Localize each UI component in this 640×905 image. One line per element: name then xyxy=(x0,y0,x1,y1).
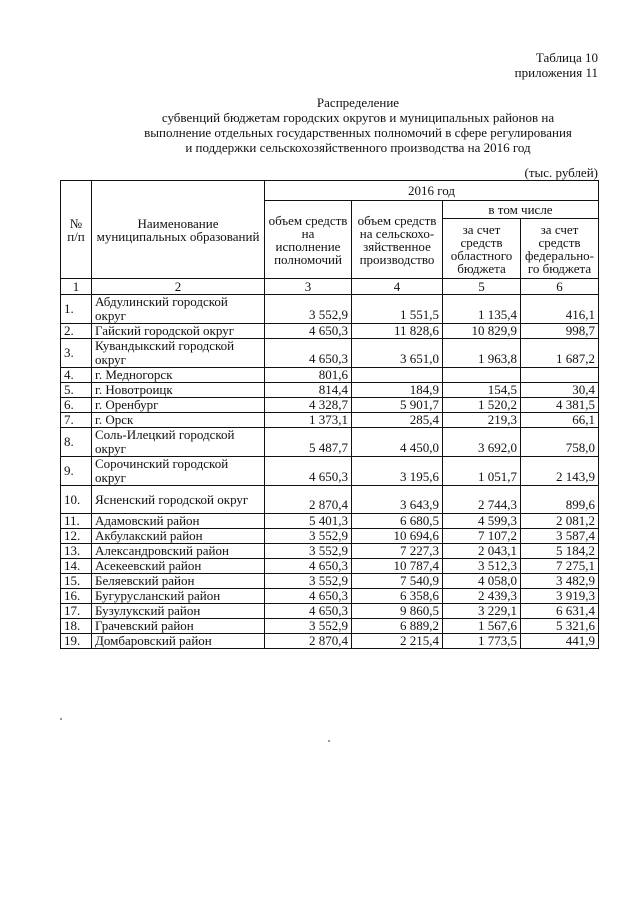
total-amount: 814,4 xyxy=(265,383,352,398)
regional-amount: 1 773,5 xyxy=(443,634,521,649)
column-numbers-row xyxy=(61,279,599,295)
federal-amount: 5 321,6 xyxy=(521,619,599,634)
regional-amount: 4 599,3 xyxy=(443,514,521,529)
agri-amount: 3 643,9 xyxy=(352,486,443,514)
table-row xyxy=(61,295,599,324)
total-amount: 4 650,3 xyxy=(265,589,352,604)
table-row xyxy=(61,514,599,529)
regional-amount: 1 135,4 xyxy=(443,295,521,324)
federal-amount: 30,4 xyxy=(521,383,599,398)
total-amount: 5 487,7 xyxy=(265,428,352,457)
agri-amount: 5 901,7 xyxy=(352,398,443,413)
total-amount: 2 870,4 xyxy=(265,486,352,514)
distribution-table xyxy=(60,180,599,649)
agri-amount: 6 889,2 xyxy=(352,619,443,634)
federal-amount: 2 143,9 xyxy=(521,457,599,486)
row-number: 7. xyxy=(61,413,92,428)
municipality-name: Адамовский район xyxy=(92,514,265,529)
regional-amount xyxy=(443,368,521,383)
table-row xyxy=(61,413,599,428)
agri-amount: 2 215,4 xyxy=(352,634,443,649)
table-row xyxy=(61,574,599,589)
row-number: 3. xyxy=(61,339,92,368)
total-amount: 5 401,3 xyxy=(265,514,352,529)
row-number: 8. xyxy=(61,428,92,457)
header-federal: за счет средств федерально-го бюджета xyxy=(521,219,599,279)
row-number: 14. xyxy=(61,559,92,574)
municipality-name: Домбаровский район xyxy=(92,634,265,649)
header-name: Наименование муниципальных образований xyxy=(92,181,265,279)
table-row xyxy=(61,368,599,383)
table-row xyxy=(61,486,599,514)
column-number: 5 xyxy=(443,279,521,295)
agri-amount: 1 551,5 xyxy=(352,295,443,324)
title-line-3: выполнение отдельных государственных полномочий в сфере регулирования xyxy=(144,125,572,140)
row-number: 12. xyxy=(61,529,92,544)
municipality-name: Кувандыкский городской округ xyxy=(92,339,265,368)
table-row xyxy=(61,544,599,559)
municipality-name: Акбулакский район xyxy=(92,529,265,544)
agri-amount: 3 651,0 xyxy=(352,339,443,368)
federal-amount: 3 482,9 xyxy=(521,574,599,589)
row-number: 10. xyxy=(61,486,92,514)
row-number: 2. xyxy=(61,324,92,339)
title-line-1: Распределение xyxy=(316,95,400,110)
agri-amount: 11 828,6 xyxy=(352,324,443,339)
total-amount: 4 650,3 xyxy=(265,604,352,619)
municipality-name: Беляевский район xyxy=(92,574,265,589)
table-row xyxy=(61,604,599,619)
column-number: 2 xyxy=(92,279,265,295)
header-total: объем средств на исполнение полномочий xyxy=(265,201,352,279)
federal-amount: 2 081,2 xyxy=(521,514,599,529)
row-number: 15. xyxy=(61,574,92,589)
document-title xyxy=(60,95,640,155)
federal-amount: 3 587,4 xyxy=(521,529,599,544)
agri-amount xyxy=(352,368,443,383)
header-regional: за счет средств областного бюджета xyxy=(443,219,521,279)
municipality-name: Соль-Илецкий городской округ xyxy=(92,428,265,457)
row-number: 16. xyxy=(61,589,92,604)
municipality-name: Бугурусланский район xyxy=(92,589,265,604)
table-row xyxy=(61,457,599,486)
regional-amount: 3 692,0 xyxy=(443,428,521,457)
regional-amount: 2 439,3 xyxy=(443,589,521,604)
municipality-name: Грачевский район xyxy=(92,619,265,634)
title-line-4: и поддержки сельскохозяйственного производства на 2016 год xyxy=(185,140,531,155)
federal-amount: 5 184,2 xyxy=(521,544,599,559)
column-number: 3 xyxy=(265,279,352,295)
table-body xyxy=(61,295,599,649)
federal-amount: 899,6 xyxy=(521,486,599,514)
federal-amount: 1 687,2 xyxy=(521,339,599,368)
regional-amount: 1 051,7 xyxy=(443,457,521,486)
table-label: Таблица 10 xyxy=(535,50,598,65)
municipality-name: Сорочинский городской округ xyxy=(92,457,265,486)
regional-amount: 219,3 xyxy=(443,413,521,428)
federal-amount: 998,7 xyxy=(521,324,599,339)
table-reference xyxy=(515,50,598,80)
total-amount: 3 552,9 xyxy=(265,295,352,324)
header-number: № п/п xyxy=(61,181,92,279)
federal-amount: 7 275,1 xyxy=(521,559,599,574)
total-amount: 2 870,4 xyxy=(265,634,352,649)
agri-amount: 9 860,5 xyxy=(352,604,443,619)
regional-amount: 3 512,3 xyxy=(443,559,521,574)
row-number: 11. xyxy=(61,514,92,529)
row-number: 17. xyxy=(61,604,92,619)
federal-amount: 66,1 xyxy=(521,413,599,428)
total-amount: 3 552,9 xyxy=(265,529,352,544)
regional-amount: 2 744,3 xyxy=(443,486,521,514)
header-agri: объем средств на сельскохо-зяйственное производство xyxy=(352,201,443,279)
row-number: 13. xyxy=(61,544,92,559)
table-row xyxy=(61,383,599,398)
row-number: 5. xyxy=(61,383,92,398)
agri-amount: 3 195,6 xyxy=(352,457,443,486)
row-number: 9. xyxy=(61,457,92,486)
total-amount: 3 552,9 xyxy=(265,619,352,634)
total-amount: 4 650,3 xyxy=(265,457,352,486)
table-row xyxy=(61,589,599,604)
table-row xyxy=(61,619,599,634)
federal-amount: 758,0 xyxy=(521,428,599,457)
municipality-name: Бузулукский район xyxy=(92,604,265,619)
agri-amount: 7 227,3 xyxy=(352,544,443,559)
header-including: в том числе xyxy=(443,201,599,219)
agri-amount: 285,4 xyxy=(352,413,443,428)
agri-amount: 4 450,0 xyxy=(352,428,443,457)
agri-amount: 6 358,6 xyxy=(352,589,443,604)
federal-amount xyxy=(521,368,599,383)
total-amount: 1 373,1 xyxy=(265,413,352,428)
regional-amount: 7 107,2 xyxy=(443,529,521,544)
row-number: 1. xyxy=(61,295,92,324)
regional-amount: 3 229,1 xyxy=(443,604,521,619)
row-number: 6. xyxy=(61,398,92,413)
header-year: 2016 год xyxy=(265,181,599,201)
table-row xyxy=(61,339,599,368)
federal-amount: 6 631,4 xyxy=(521,604,599,619)
scan-speck xyxy=(328,740,330,742)
municipality-name: г. Орск xyxy=(92,413,265,428)
agri-amount: 10 694,6 xyxy=(352,529,443,544)
total-amount: 3 552,9 xyxy=(265,544,352,559)
federal-amount: 4 381,5 xyxy=(521,398,599,413)
table-row xyxy=(61,634,599,649)
municipality-name: Александровский район xyxy=(92,544,265,559)
federal-amount: 416,1 xyxy=(521,295,599,324)
municipality-name: Ясненский городской округ xyxy=(92,486,265,514)
federal-amount: 3 919,3 xyxy=(521,589,599,604)
scan-speck xyxy=(60,718,62,720)
regional-amount: 2 043,1 xyxy=(443,544,521,559)
table-row xyxy=(61,529,599,544)
row-number: 4. xyxy=(61,368,92,383)
appendix-label: приложения 11 xyxy=(514,65,598,80)
column-number: 6 xyxy=(521,279,599,295)
federal-amount: 441,9 xyxy=(521,634,599,649)
municipality-name: Абдулинский городской округ xyxy=(92,295,265,324)
regional-amount: 1 963,8 xyxy=(443,339,521,368)
municipality-name: г. Оренбург xyxy=(92,398,265,413)
municipality-name: г. Новотроицк xyxy=(92,383,265,398)
regional-amount: 154,5 xyxy=(443,383,521,398)
agri-amount: 10 787,4 xyxy=(352,559,443,574)
regional-amount: 10 829,9 xyxy=(443,324,521,339)
total-amount: 4 650,3 xyxy=(265,324,352,339)
total-amount: 4 650,3 xyxy=(265,339,352,368)
table-row xyxy=(61,559,599,574)
total-amount: 3 552,9 xyxy=(265,574,352,589)
municipality-name: Асекеевский район xyxy=(92,559,265,574)
total-amount: 801,6 xyxy=(265,368,352,383)
units-label: (тыс. рублей) xyxy=(524,165,598,180)
municipality-name: г. Медногорск xyxy=(92,368,265,383)
agri-amount: 184,9 xyxy=(352,383,443,398)
column-number: 4 xyxy=(352,279,443,295)
table-row xyxy=(61,428,599,457)
column-number: 1 xyxy=(61,279,92,295)
regional-amount: 1 567,6 xyxy=(443,619,521,634)
total-amount: 4 650,3 xyxy=(265,559,352,574)
agri-amount: 6 680,5 xyxy=(352,514,443,529)
regional-amount: 1 520,2 xyxy=(443,398,521,413)
total-amount: 4 328,7 xyxy=(265,398,352,413)
regional-amount: 4 058,0 xyxy=(443,574,521,589)
table-row xyxy=(61,324,599,339)
municipality-name: Гайский городской округ xyxy=(92,324,265,339)
table-row xyxy=(61,398,599,413)
title-line-2: субвенций бюджетам городских округов и муниципальных районов на xyxy=(161,110,555,125)
row-number: 18. xyxy=(61,619,92,634)
row-number: 19. xyxy=(61,634,92,649)
agri-amount: 7 540,9 xyxy=(352,574,443,589)
